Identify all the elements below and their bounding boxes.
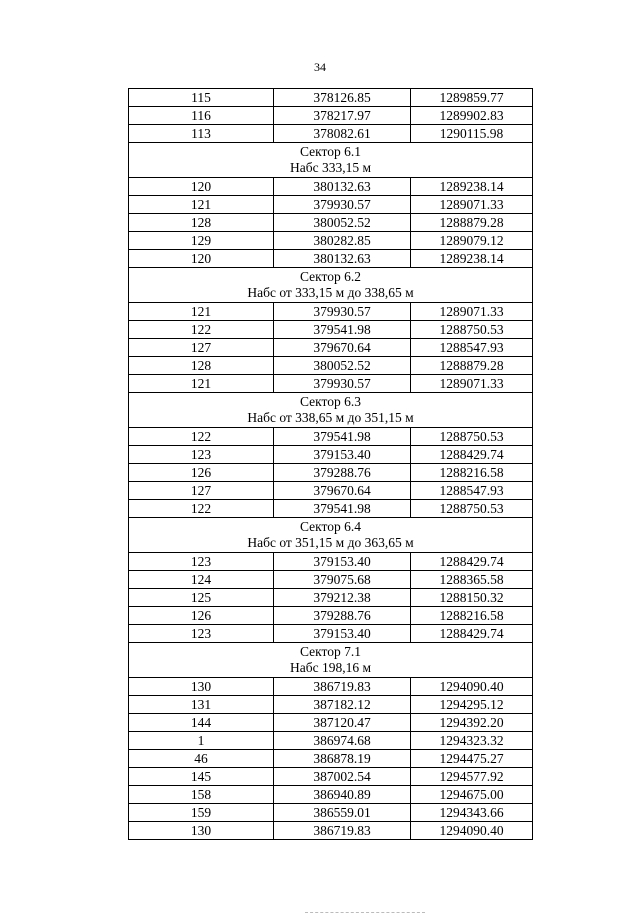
x-coordinate-cell: 379153.40 xyxy=(274,553,411,571)
point-number-cell: 131 xyxy=(129,696,274,714)
sector-header-cell xyxy=(129,268,533,303)
point-number-cell: 126 xyxy=(129,607,274,625)
point-number-cell: 128 xyxy=(129,214,274,232)
y-coordinate-cell: 1288879.28 xyxy=(411,357,533,375)
x-coordinate-cell: 380132.63 xyxy=(274,178,411,196)
y-coordinate-cell: 1289071.33 xyxy=(411,375,533,393)
y-coordinate-cell: 1288216.58 xyxy=(411,464,533,482)
point-number-cell: 145 xyxy=(129,768,274,786)
sector-header-row xyxy=(129,643,533,678)
point-number-cell: 127 xyxy=(129,482,274,500)
x-coordinate-cell: 386940.89 xyxy=(274,786,411,804)
x-coordinate-cell: 379541.98 xyxy=(274,500,411,518)
x-coordinate-cell: 379153.40 xyxy=(274,446,411,464)
table-row xyxy=(129,822,533,840)
y-coordinate-cell: 1288150.32 xyxy=(411,589,533,607)
sector-header-row xyxy=(129,518,533,553)
point-number-cell: 129 xyxy=(129,232,274,250)
sector-header-cell xyxy=(129,643,533,678)
y-coordinate-cell: 1288750.53 xyxy=(411,428,533,446)
point-number-cell: 126 xyxy=(129,464,274,482)
y-coordinate-cell: 1288429.74 xyxy=(411,553,533,571)
table-row xyxy=(129,571,533,589)
point-number-cell: 123 xyxy=(129,446,274,464)
table-row xyxy=(129,339,533,357)
x-coordinate-cell: 386878.19 xyxy=(274,750,411,768)
y-coordinate-cell: 1294577.92 xyxy=(411,768,533,786)
y-coordinate-cell: 1289238.14 xyxy=(411,250,533,268)
table-row xyxy=(129,196,533,214)
sector-elevation: Набс 198,16 м xyxy=(289,660,372,675)
x-coordinate-cell: 379930.57 xyxy=(274,375,411,393)
point-number-cell: 121 xyxy=(129,375,274,393)
table-row xyxy=(129,250,533,268)
x-coordinate-cell: 386974.68 xyxy=(274,732,411,750)
sector-header-row xyxy=(129,268,533,303)
point-number-cell: 130 xyxy=(129,678,274,696)
y-coordinate-cell: 1294675.00 xyxy=(411,786,533,804)
y-coordinate-cell: 1289071.33 xyxy=(411,303,533,321)
sector-title: Сектор 6.4 xyxy=(299,519,361,534)
table-row xyxy=(129,125,533,143)
sector-header-cell xyxy=(129,393,533,428)
x-coordinate-cell: 379670.64 xyxy=(274,339,411,357)
point-number-cell: 121 xyxy=(129,303,274,321)
table-row xyxy=(129,768,533,786)
table-row xyxy=(129,804,533,822)
point-number-cell: 123 xyxy=(129,625,274,643)
y-coordinate-cell: 1288216.58 xyxy=(411,607,533,625)
x-coordinate-cell: 379075.68 xyxy=(274,571,411,589)
x-coordinate-cell: 387182.12 xyxy=(274,696,411,714)
point-number-cell: 46 xyxy=(129,750,274,768)
x-coordinate-cell: 380052.52 xyxy=(274,357,411,375)
y-coordinate-cell: 1288365.58 xyxy=(411,571,533,589)
y-coordinate-cell: 1289859.77 xyxy=(411,89,533,107)
x-coordinate-cell: 386719.83 xyxy=(274,678,411,696)
sector-header-cell xyxy=(129,143,533,178)
point-number-cell: 123 xyxy=(129,553,274,571)
x-coordinate-cell: 380052.52 xyxy=(274,214,411,232)
x-coordinate-cell: 378082.61 xyxy=(274,125,411,143)
table-row xyxy=(129,214,533,232)
table-row xyxy=(129,303,533,321)
x-coordinate-cell: 379670.64 xyxy=(274,482,411,500)
x-coordinate-cell: 379541.98 xyxy=(274,428,411,446)
sector-elevation: Набс от 351,15 м до 363,65 м xyxy=(247,535,414,550)
x-coordinate-cell: 379541.98 xyxy=(274,321,411,339)
page-number: 34 xyxy=(314,60,326,74)
bottom-rule xyxy=(305,912,425,913)
point-number-cell: 120 xyxy=(129,178,274,196)
y-coordinate-cell: 1294090.40 xyxy=(411,822,533,840)
y-coordinate-cell: 1288879.28 xyxy=(411,214,533,232)
point-number-cell: 128 xyxy=(129,357,274,375)
point-number-cell: 1 xyxy=(129,732,274,750)
y-coordinate-cell: 1288547.93 xyxy=(411,482,533,500)
x-coordinate-cell: 379930.57 xyxy=(274,303,411,321)
y-coordinate-cell: 1288547.93 xyxy=(411,339,533,357)
table-row xyxy=(129,714,533,732)
x-coordinate-cell: 379930.57 xyxy=(274,196,411,214)
table-row xyxy=(129,678,533,696)
point-number-cell: 125 xyxy=(129,589,274,607)
sector-header-row xyxy=(129,143,533,178)
y-coordinate-cell: 1294475.27 xyxy=(411,750,533,768)
x-coordinate-cell: 386559.01 xyxy=(274,804,411,822)
table-row xyxy=(129,607,533,625)
y-coordinate-cell: 1289079.12 xyxy=(411,232,533,250)
y-coordinate-cell: 1288429.74 xyxy=(411,446,533,464)
point-number-cell: 122 xyxy=(129,428,274,446)
point-number-cell: 115 xyxy=(129,89,274,107)
sector-elevation: Набс 333,15 м xyxy=(289,160,372,175)
point-number-cell: 144 xyxy=(129,714,274,732)
y-coordinate-cell: 1294323.32 xyxy=(411,732,533,750)
coordinates-table-body xyxy=(129,89,533,840)
table-row xyxy=(129,553,533,571)
x-coordinate-cell: 380282.85 xyxy=(274,232,411,250)
table-row xyxy=(129,464,533,482)
y-coordinate-cell: 1294343.66 xyxy=(411,804,533,822)
point-number-cell: 130 xyxy=(129,822,274,840)
point-number-cell: 159 xyxy=(129,804,274,822)
y-coordinate-cell: 1288750.53 xyxy=(411,500,533,518)
table-row xyxy=(129,750,533,768)
table-row xyxy=(129,232,533,250)
table-row xyxy=(129,321,533,339)
table-row xyxy=(129,625,533,643)
x-coordinate-cell: 379288.76 xyxy=(274,607,411,625)
point-number-cell: 158 xyxy=(129,786,274,804)
coordinates-table xyxy=(128,88,533,840)
x-coordinate-cell: 378126.85 xyxy=(274,89,411,107)
table-row xyxy=(129,357,533,375)
table-row xyxy=(129,375,533,393)
y-coordinate-cell: 1288429.74 xyxy=(411,625,533,643)
x-coordinate-cell: 379288.76 xyxy=(274,464,411,482)
x-coordinate-cell: 387002.54 xyxy=(274,768,411,786)
sector-title: Сектор 6.1 xyxy=(299,144,361,159)
sector-elevation: Набс от 338,65 м до 351,15 м xyxy=(247,410,414,425)
table-row xyxy=(129,500,533,518)
y-coordinate-cell: 1294295.12 xyxy=(411,696,533,714)
y-coordinate-cell: 1294392.20 xyxy=(411,714,533,732)
table-row xyxy=(129,786,533,804)
x-coordinate-cell: 378217.97 xyxy=(274,107,411,125)
sector-title: Сектор 6.3 xyxy=(299,394,361,409)
sector-elevation: Набс от 333,15 м до 338,65 м xyxy=(247,285,414,300)
sector-title: Сектор 6.2 xyxy=(299,269,361,284)
table-row xyxy=(129,178,533,196)
point-number-cell: 121 xyxy=(129,196,274,214)
point-number-cell: 122 xyxy=(129,321,274,339)
sector-header-cell xyxy=(129,518,533,553)
y-coordinate-cell: 1290115.98 xyxy=(411,125,533,143)
point-number-cell: 122 xyxy=(129,500,274,518)
point-number-cell: 116 xyxy=(129,107,274,125)
y-coordinate-cell: 1294090.40 xyxy=(411,678,533,696)
point-number-cell: 120 xyxy=(129,250,274,268)
y-coordinate-cell: 1288750.53 xyxy=(411,321,533,339)
x-coordinate-cell: 380132.63 xyxy=(274,250,411,268)
y-coordinate-cell: 1289238.14 xyxy=(411,178,533,196)
table-row xyxy=(129,428,533,446)
table-row xyxy=(129,732,533,750)
y-coordinate-cell: 1289071.33 xyxy=(411,196,533,214)
point-number-cell: 124 xyxy=(129,571,274,589)
point-number-cell: 113 xyxy=(129,125,274,143)
table-row xyxy=(129,482,533,500)
sector-title: Сектор 7.1 xyxy=(299,644,361,659)
table-row xyxy=(129,107,533,125)
sector-header-row xyxy=(129,393,533,428)
x-coordinate-cell: 386719.83 xyxy=(274,822,411,840)
table-row xyxy=(129,446,533,464)
y-coordinate-cell: 1289902.83 xyxy=(411,107,533,125)
x-coordinate-cell: 379153.40 xyxy=(274,625,411,643)
table-row xyxy=(129,589,533,607)
x-coordinate-cell: 379212.38 xyxy=(274,589,411,607)
point-number-cell: 127 xyxy=(129,339,274,357)
x-coordinate-cell: 387120.47 xyxy=(274,714,411,732)
table-row xyxy=(129,696,533,714)
table-row xyxy=(129,89,533,107)
